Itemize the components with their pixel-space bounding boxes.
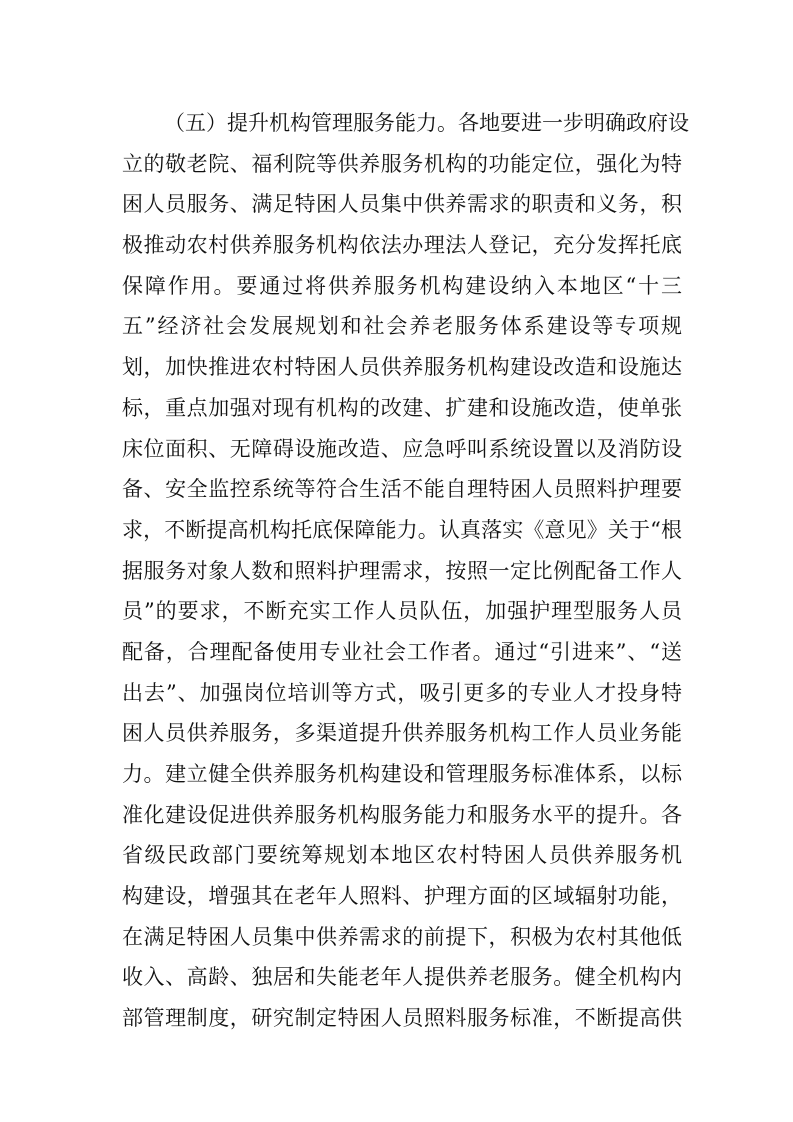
text-line: 保障作用。要通过将供养服务机构建设纳入本地区“十三 — [122, 273, 682, 298]
text-line: 困人员服务、满足特困人员集中供养需求的职责和义务，积 — [122, 192, 682, 217]
text-line: 准化建设促进供养服务机构服务能力和服务水平的提升。各 — [122, 802, 682, 827]
text-line: 收入、高龄、独居和失能老年人提供养老服务。健全机构内 — [122, 965, 682, 990]
text-line: 备、安全监控系统等符合生活不能自理特困人员照料护理要 — [122, 477, 682, 502]
text-line: 部管理制度，研究制定特困人员照料服务标准，不断提高供 — [122, 1006, 682, 1031]
text-line: （五）提升机构管理服务能力。各地要进一步明确政府设 — [164, 111, 689, 135]
text-line: 求，不断提高机构托底保障能力。认真落实《意见》关于“根 — [122, 517, 682, 542]
text-line: 构建设，增强其在老年人照料、护理方面的区域辐射功能， — [122, 884, 682, 909]
text-line: 配备，合理配备使用专业社会工作者。通过“引进来”、“送 — [122, 639, 682, 664]
text-line: 省级民政部门要统筹规划本地区农村特困人员供养服务机 — [122, 843, 682, 868]
text-line: 困人员供养服务，多渠道提升供养服务机构工作人员业务能 — [122, 721, 682, 746]
text-line: 立的敬老院、福利院等供养服务机构的功能定位，强化为特 — [122, 151, 682, 176]
text-line: 据服务对象人数和照料护理需求，按照一定比例配备工作人 — [122, 558, 682, 583]
text-line: 极推动农村供养服务机构依法办理法人登记，充分发挥托底 — [122, 233, 682, 258]
text-line: 出去”、加强岗位培训等方式，吸引更多的专业人才投身特 — [122, 680, 682, 705]
text-line: 力。建立健全供养服务机构建设和管理服务标准体系，以标 — [122, 762, 682, 786]
text-line: 标，重点加强对现有机构的改建、扩建和设施改造，使单张 — [122, 395, 682, 420]
text-line: 五”经济社会发展规划和社会养老服务体系建设等专项规 — [122, 314, 682, 339]
text-line: 床位面积、无障碍设施改造、应急呼叫系统设置以及消防设 — [122, 436, 682, 461]
text-line: 划，加快推进农村特困人员供养服务机构建设改造和设施达 — [122, 355, 682, 380]
text-line: 员”的要求，不断充实工作人员队伍，加强护理型服务人员 — [122, 599, 682, 624]
text-line: 在满足特困人员集中供养需求的前提下，积极为农村其他低 — [122, 924, 682, 949]
body-paragraph — [122, 103, 689, 1039]
